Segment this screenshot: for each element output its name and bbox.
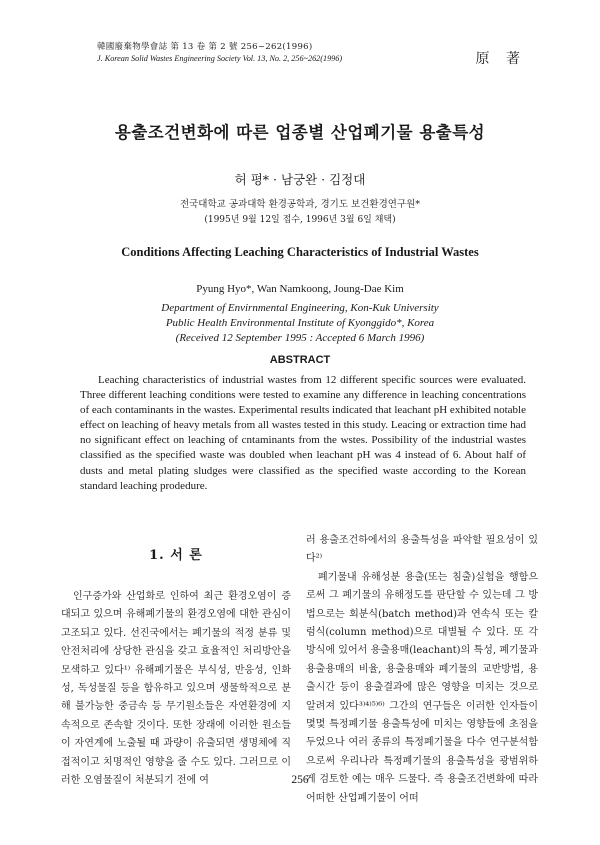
- journal-citation-english: J. Korean Solid Wastes Engineering Society Vol. 13, No. 2, 256~262(1996): [97, 54, 343, 63]
- abstract-heading: ABSTRACT: [269, 354, 331, 366]
- authors-english: Pyung Hyo*, Wan Namkoong, Joung-Dae Kim: [196, 283, 404, 295]
- received-date-english: (Received 12 September 1995 : Accepted 6 March 1996): [175, 332, 425, 344]
- affiliation-english: [0, 301, 600, 346]
- affiliation-line: Public Health Environmental Institute of Kyonggido*, Korea: [165, 317, 435, 329]
- journal-citation-korean: 韓國廢棄物學會誌 第 13 卷 第 2 號 256~262(1996): [97, 42, 313, 52]
- received-date-korean: (1995년 9월 12일 접수, 1996년 3월 6일 채택): [204, 215, 396, 225]
- left-column-text: 인구증가와 산업화로 인하여 최근 환경오염이 증대되고 있으며 유해폐기물의 환경오염에 대한 관심이 고조되고 있다. 선진국에서는 폐기물의 적정 분류 및 안전처리에 상당한 관심을 갖고 효율적인 처리방안을 모색하고 있다¹⁾ 유해폐기물은 부식성, 반응성, 인화성, 독성물질 등을 함유하고 있으며 생물학적으로 분해 불가능한 중금속 등 무기원소들은 자연환경에 지속적으로 존속할 것이다. 또한 장래에 이러한 원소들이 자연계에 노출될 때 과량이 유출되면 생명체에 직접적이고 치명적인 영향을 줄 수도 있다. 그러므로 이러한 오염물질이 처분되기 전에 여: [61, 591, 291, 787]
- page-number: 256: [291, 774, 309, 786]
- title-korean: 용출조건변화에 따른 업종별 산업폐기물 용출특성: [114, 123, 486, 142]
- right-column-paragraph: 폐기물내 유해성분 용출(또는 침출)실험을 행함으로써 그 폐기물의 유해정도를 판단할 수 있는데 그 방법으로는 회분식(batch method)과 연속식 또는 칼럼식(column method)으로 대별될 수 있다. 또 각 방식에 있어서 용출용매(leachant)의 특성, 폐기물과 용출용매의 비율, 용출용매와 폐기물의 교반방법, 용출시간 등이 용출결과에 많은 영향을 미치는 것으로 알려져 있다³⁾⁴⁾⁵⁾⁶⁾ 그간의 연구들은 이러한 인자들이 몇몇 특정폐기물 용출특성에 미치는 영향들에 초점을 두었으나 여러 종류의 특정폐기물을 다수 연구분석함으로써 우리나라 특정폐기물의 용출특성을 광범위하게 검토한 예는 매우 드물다. 즉 용출조건변화에 따라 어떠한 산업폐기물이 어떠: [306, 571, 538, 804]
- right-column: [306, 532, 538, 808]
- affiliation-line: Department of Envirnmental Engineering, Kon-Kuk University: [161, 302, 439, 314]
- section-heading-introduction: 1. 서 론: [149, 548, 203, 563]
- article-type-label: 原 著: [475, 51, 526, 67]
- journal-header: [97, 40, 342, 63]
- affiliation-korean: 전국대학교 공과대학 환경공학과, 경기도 보건환경연구원*: [179, 199, 421, 210]
- authors-korean: 허 평* · 남궁완 · 김정대: [234, 172, 366, 187]
- title-english: Conditions Affecting Leaching Characteristics of Industrial Wastes: [121, 245, 479, 259]
- right-column-paragraph: 러 용출조건하에서의 용출특성을 파악할 필요성이 있다²⁾: [306, 535, 538, 565]
- abstract-text: Leaching characteristics of industrial wastes from 12 different specific sources were evaluated. Three different leaching conditions were tested to examine any difference in leaching concentrations of each contaminants in the wastes. Experimental results indicated that leachant pH exhibited notable effect on leaching of heavy metals from all wastes tested in this study. Leacing or extraction time had no significant effect on leaching of cntaminants from the wstes. Possibility of the industrial wastes classified as the specified waste was doubled when leachant pH was 4 instead of 6. About half of dusts and metal plating sludges were classified as the specified waste according to the Korean standard leaching prodedure.: [80, 374, 526, 492]
